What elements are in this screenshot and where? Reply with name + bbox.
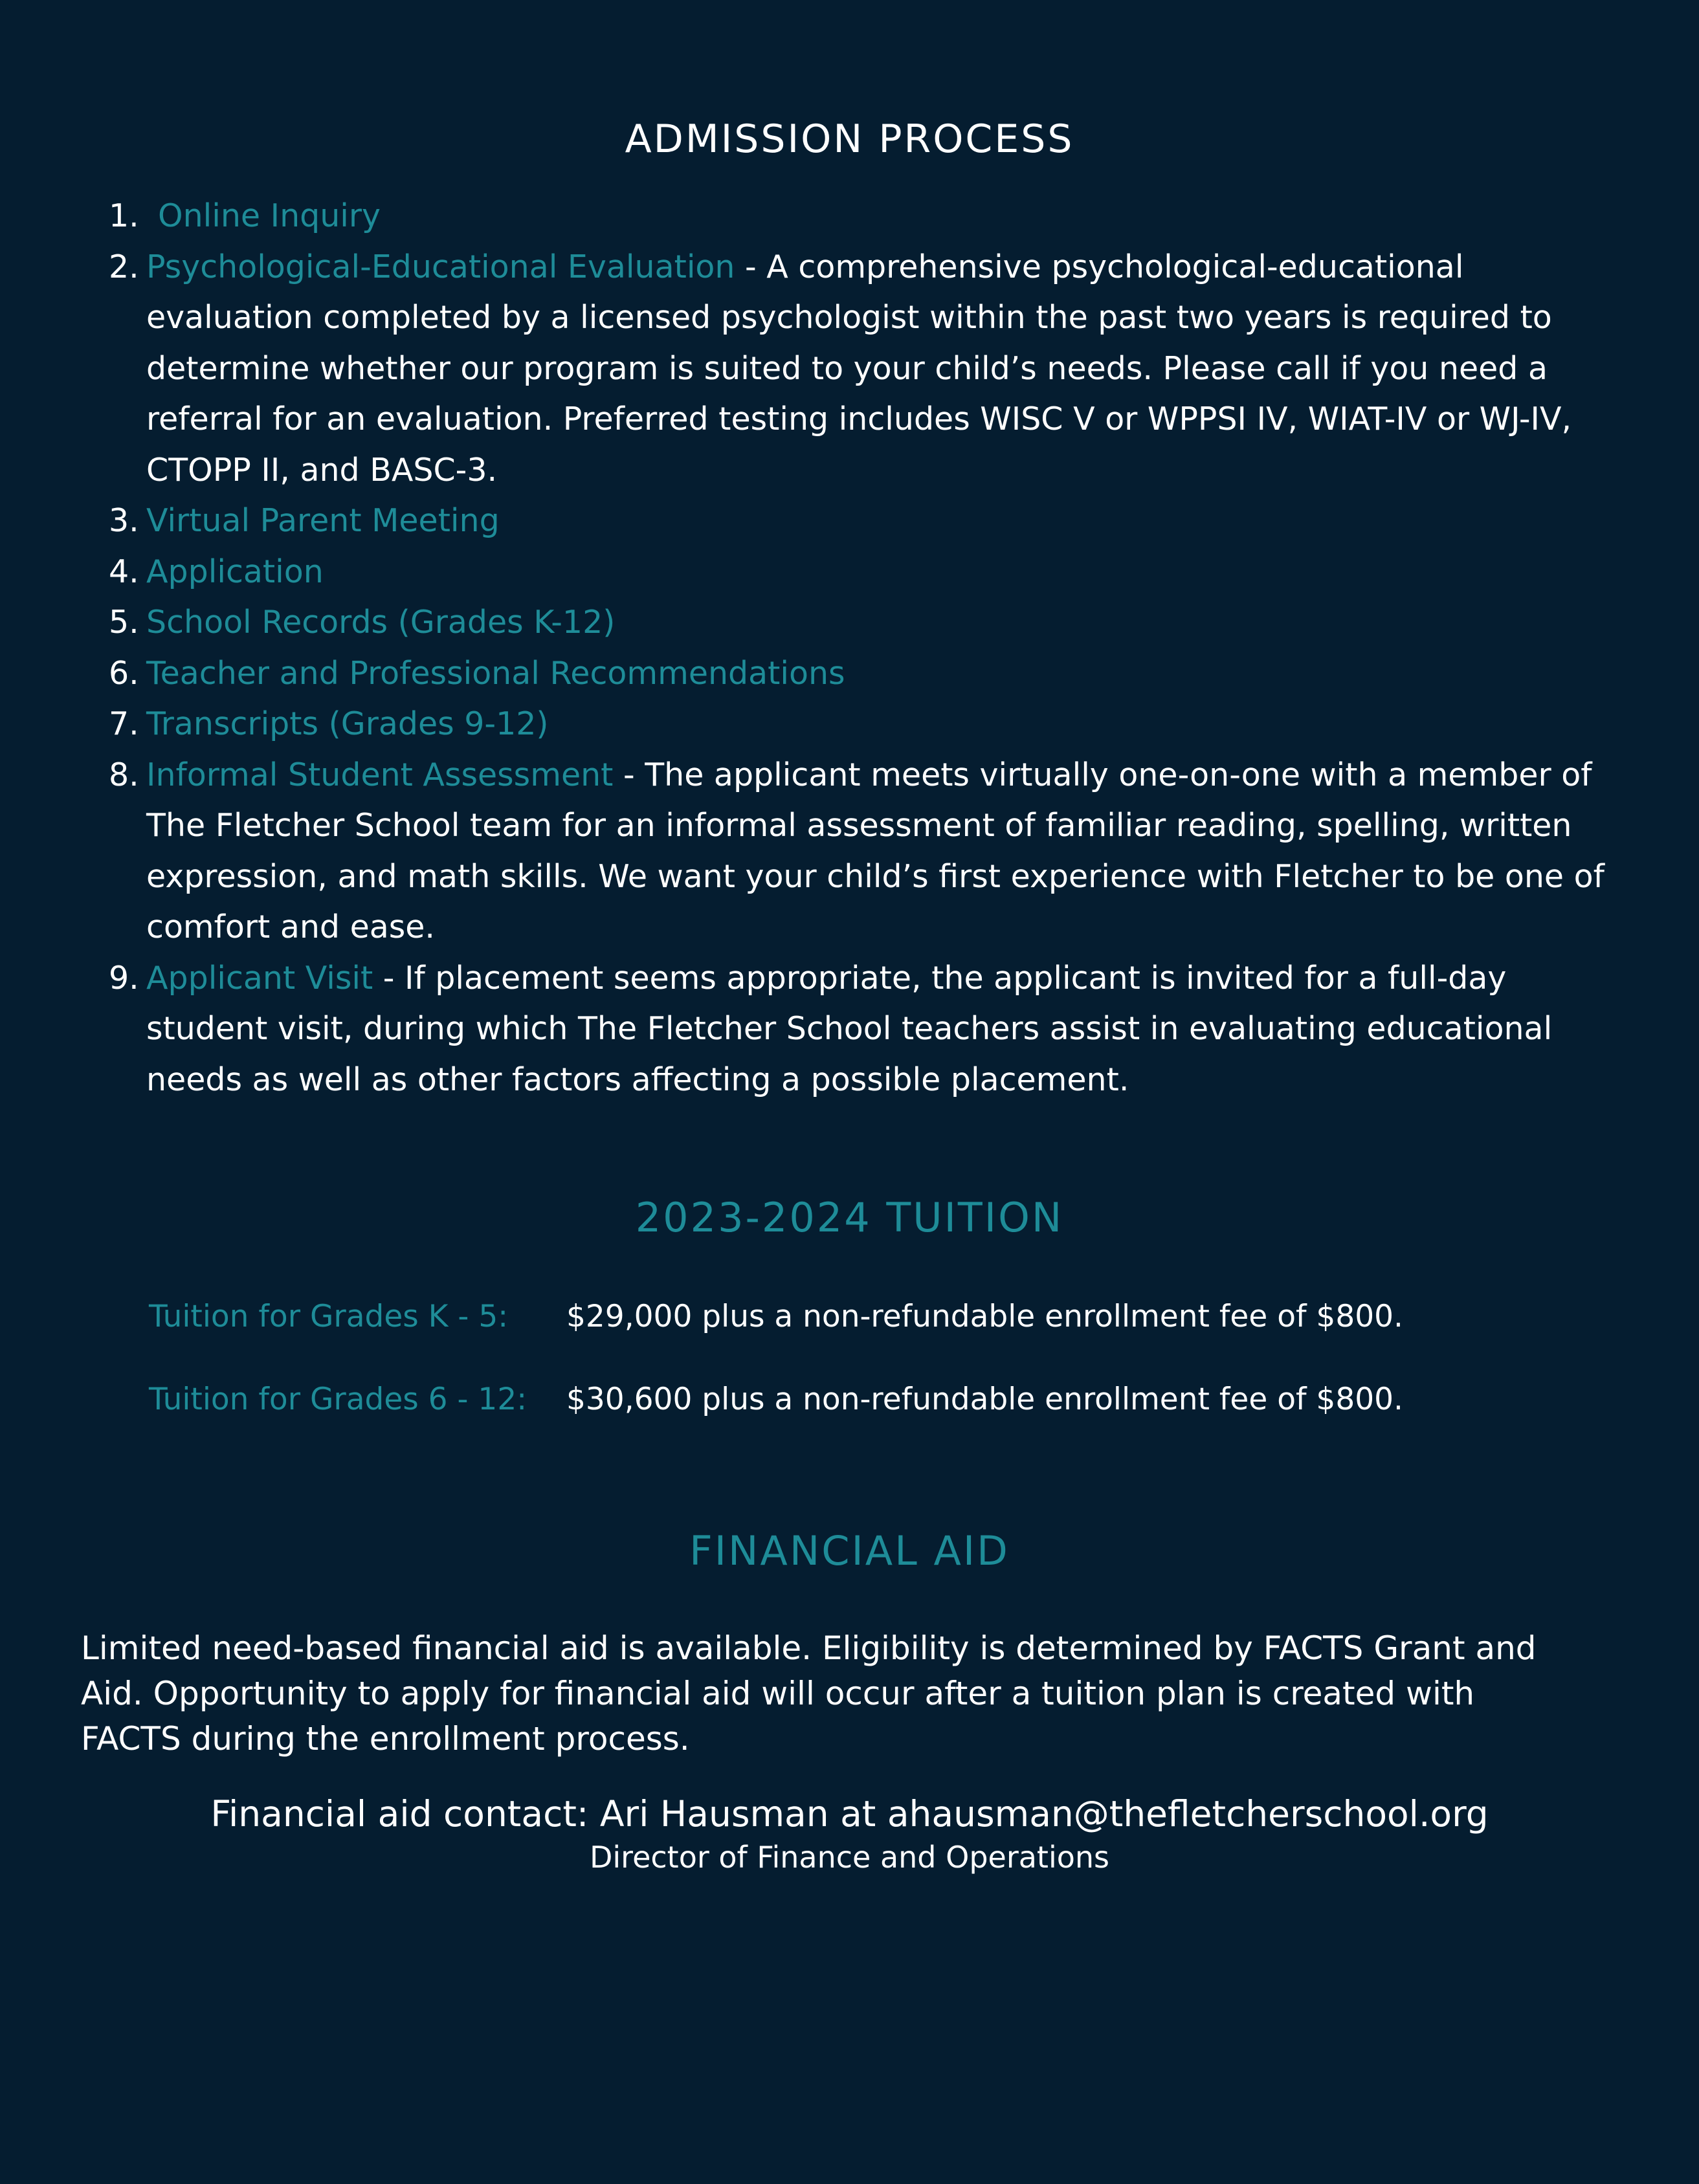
step-number: 8. <box>109 756 139 793</box>
step-title-recommendations[interactable]: Teacher and Professional Recommendations <box>146 654 845 692</box>
step-title-school-records[interactable]: School Records (Grades K-12) <box>146 604 616 641</box>
step-number: 6. <box>109 654 139 692</box>
step-number: 4. <box>109 553 139 590</box>
admission-step <box>109 547 1633 598</box>
step-number: 9. <box>109 959 139 997</box>
step-title-transcripts[interactable]: Transcripts (Grades 9-12) <box>146 705 549 742</box>
admission-step <box>109 597 1633 648</box>
admission-step <box>109 191 1633 242</box>
step-title-psych-ed-evaluation[interactable]: Psychological-Educational Evaluation <box>146 248 735 285</box>
step-description: - A comprehensive psychological-educational evaluation completed by a licensed psychologist within the past two years is required to determine whether our program is suited to your child’s needs. Please call if you need a referral for an evaluation. Preferred testing includes WISC V or WPPSI IV, WIAT-IV or WJ-IV, CTOPP II, and BASC-3. <box>146 248 1572 489</box>
contact-role: Director of Finance and Operations <box>589 1840 1110 1875</box>
admission-step <box>109 648 1633 700</box>
step-title-online-inquiry[interactable]: Online Inquiry <box>158 197 381 234</box>
admission-steps-list <box>109 191 1633 1105</box>
step-number: 5. <box>109 604 139 641</box>
financial-aid-paragraph: Limited need-based financial aid is available. Eligibility is determined by FACTS Grant and Aid. Opportunity to apply for financial aid will occur after a tuition plan is created with FACTS during the enrollment process. <box>81 1629 1537 1758</box>
admission-process-heading: ADMISSION PROCESS <box>625 116 1074 162</box>
tuition-label: Tuition for Grades 6 - 12: <box>149 1382 527 1417</box>
financial-aid-heading: FINANCIAL AID <box>689 1527 1010 1574</box>
step-title-applicant-visit[interactable]: Applicant Visit <box>146 959 373 997</box>
tuition-amount: $30,600 plus a non-refundable enrollment fee of $800. <box>566 1382 1403 1417</box>
financial-aid-contact: Financial aid contact: Ari Hausman at ahausman@thefletcherschool.org <box>210 1793 1489 1835</box>
step-description: - If placement seems appropriate, the applicant is invited for a full-day student visit, during which The Fletcher School teachers assist in evaluating educational needs as well as other factors affecting a possible placement. <box>146 959 1553 1098</box>
admission-step <box>109 496 1633 547</box>
step-title-informal-assessment[interactable]: Informal Student Assessment <box>146 756 614 793</box>
step-title-application[interactable]: Application <box>146 553 324 590</box>
admission-step <box>109 953 1633 1106</box>
admission-step <box>109 242 1633 496</box>
tuition-heading: 2023-2024 TUITION <box>635 1194 1064 1241</box>
step-number: 3. <box>109 502 139 539</box>
tuition-amount: $29,000 plus a non-refundable enrollment fee of $800. <box>566 1299 1403 1334</box>
tuition-label: Tuition for Grades K - 5: <box>149 1299 509 1334</box>
admission-step <box>109 699 1633 750</box>
step-title-virtual-parent-meeting[interactable]: Virtual Parent Meeting <box>146 502 500 539</box>
step-number: 7. <box>109 705 139 742</box>
step-number: 2. <box>109 248 139 285</box>
step-description: - The applicant meets virtually one-on-one with a member of The Fletcher School team for an informal assessment of familiar reading, spelling, written expression, and math skills. We want your child’s first experience with Fletcher to be one of comfort and ease. <box>146 756 1605 945</box>
step-number: 1. <box>109 197 139 234</box>
admission-step <box>109 750 1633 953</box>
